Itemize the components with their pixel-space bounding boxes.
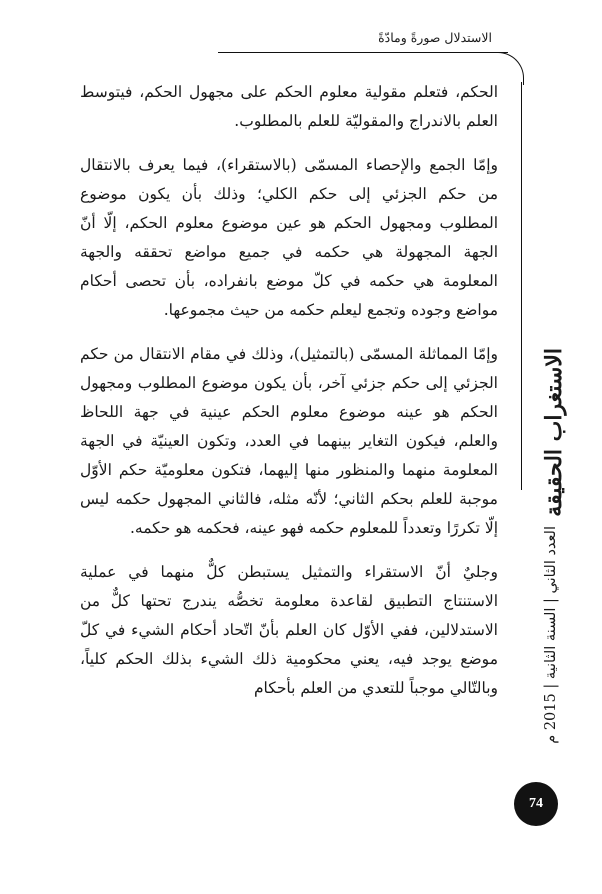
paragraph-3: وإمّا المماثلة المسمّى (بالتمثيل)، وذلك في مقام الانتقال من حكم الجزئي إلى حكم جزئي آخر، بأن يكون موضوع المطلوب ومجهول الحكم هو عينه موضوع معلوم الحكم عينية في جهة اللحاظ والعلم، فيكون التغاير بينهما في العدد، وتكون العينيّة في الجهة المعلومة منهما والمنظور منها إليهما، فتكون معلوميّة حكم الأوّل موجبة للعلم بحكم الثاني؛ لأنّه مثله، فالثاني المجهول حكمه ليس إلّا تكررًا وتعدداً للمعلوم حكمه فهو عينه، فحكمه هو حكمه. — [80, 345, 498, 537]
header-rule — [218, 52, 508, 53]
issue-info — [531, 510, 571, 760]
issue-info-text: العدد الثاني | السنة الثانية | 2015 م — [543, 526, 559, 744]
paragraph-1: الحكم، فتعلم مقولية معلوم الحكم على مجهول الحكم، فيتوسط العلم بالاندراج والمقوليّة للعلم بالمطلوب. — [80, 83, 498, 130]
paragraph-2: وإمّا الجمع والإحصاء المسمّى (بالاستقراء)، فيما يعرف بالانتقال من حكم الجزئي إلى حكم الكلي؛ وذلك بأن يكون موضوع المطلوب ومجهول الحكم هو عين موضوع معلوم الحكم، إلّا أنّ الجهة المجهولة هي حكمه في جميع مواضع تحققه والجهة المعلومة هي حكمه في كلّ موضع بانفراده، بأن تحصى أحكام مواضع وجوده وتجمع ليعلم حكمه من حيث مجموعها. — [80, 156, 498, 319]
body-text — [80, 78, 498, 718]
journal-name: الاستغراب الحقيقة — [541, 347, 567, 517]
page-number: 74 — [529, 796, 543, 811]
journal-logo — [532, 347, 576, 517]
paragraph-4: وجليٌ أنّ الاستقراء والتمثيل يستبطن كلٌّ منهما في عملية الاستنتاج التطبيق لقاعدة معلومة تخصُّه يندرج تحتها كلٌّ من الاستدلالين، ففي الأوّل كان العلم بأنّ اتّحاد أحكام الشيء في كلّ موضع يوجد فيه، يعني محكومية ذلك الشيء بذلك الحكم كلياً، وبالتّالي موجباً للتعدي من العلم بأحكام — [80, 563, 498, 697]
running-title: الاستدلال صورةً ومادّةً — [378, 30, 492, 45]
page-number-badge — [514, 782, 558, 826]
side-rule — [521, 82, 522, 490]
